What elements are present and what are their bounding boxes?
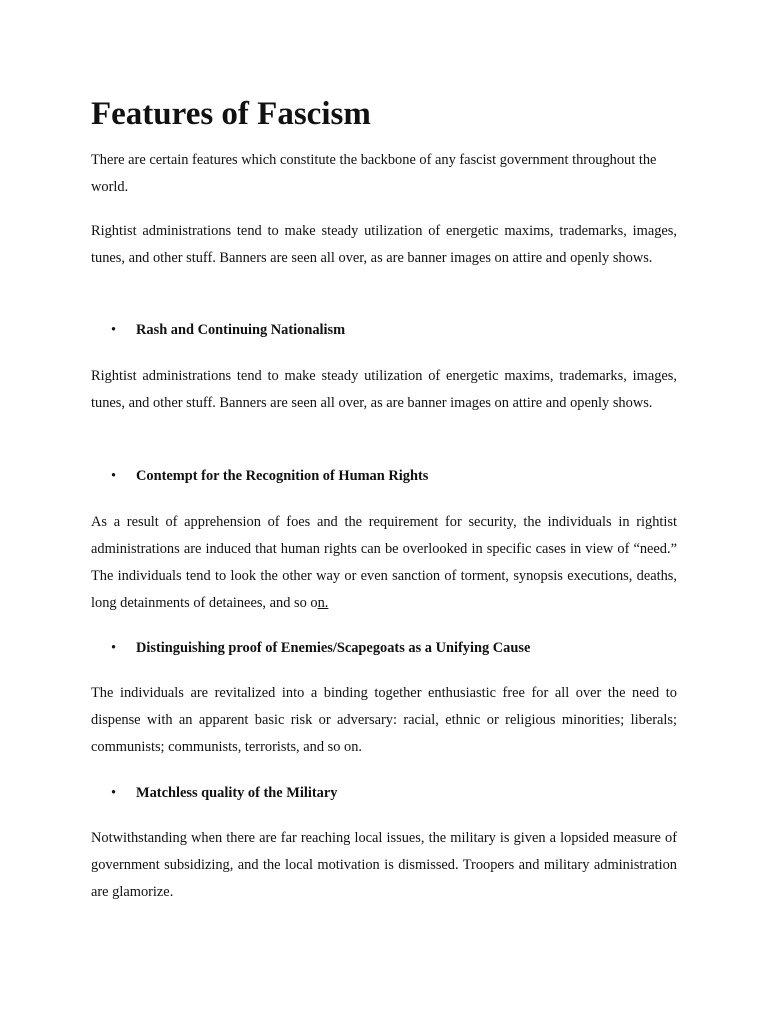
section-heading-text: Matchless quality of the Military — [136, 785, 338, 801]
section-body-tail: n. — [317, 595, 329, 611]
section-heading-2 — [111, 466, 428, 486]
paragraph-1: Rightist administrations tend to make steady utilization of energetic maxims, trademarks, images, tunes, and other stuff. Banners are seen all over, as are banner images on attire and openly shows. — [91, 223, 677, 266]
section-heading-text: Rash and Continuing Nationalism — [136, 322, 346, 338]
bullet-marker: • — [111, 640, 117, 656]
section-heading-3 — [111, 638, 530, 658]
bullet-marker: • — [111, 785, 117, 801]
section-body-3: The individuals are revitalized into a binding together enthusiastic free for all over the need to dispense with an apparent basic risk or adversary: racial, ethnic or religious minorities; liberals; communists; communists, terrorists, and so on. — [91, 685, 677, 755]
section-body-2 — [91, 509, 677, 617]
section-heading-text: Distinguishing proof of Enemies/Scapegoats as a Unifying Cause — [136, 640, 531, 656]
section-heading-text: Contempt for the Recognition of Human Rights — [136, 468, 429, 484]
section-body-4: Notwithstanding when there are far reaching local issues, the military is given a lopsided measure of government subsidizing, and the local motivation is dismissed. Troopers and military administration are glamorize. — [91, 830, 677, 900]
bullet-marker: • — [111, 322, 117, 338]
document-title: Features of Fascism — [91, 96, 371, 132]
intro-paragraph: There are certain features which constitute the backbone of any fascist government throughout the world. — [91, 152, 657, 195]
section-body-1: Rightist administrations tend to make steady utilization of energetic maxims, trademarks, images, tunes, and other stuff. Banners are seen all over, as are banner images on attire and openly shows. — [91, 368, 677, 411]
section-heading-1 — [111, 320, 345, 340]
bullet-marker: • — [111, 468, 117, 484]
section-heading-4 — [111, 783, 337, 803]
section-body-text: As a result of apprehension of foes and the requirement for security, the individuals in rightist administrations are induced that human rights can be overlooked in specific cases in view of “need.” The individuals tend to look the other way or even sanction of torment, synopsis executions, deaths, long detainments of detainees, and so o — [91, 514, 677, 611]
